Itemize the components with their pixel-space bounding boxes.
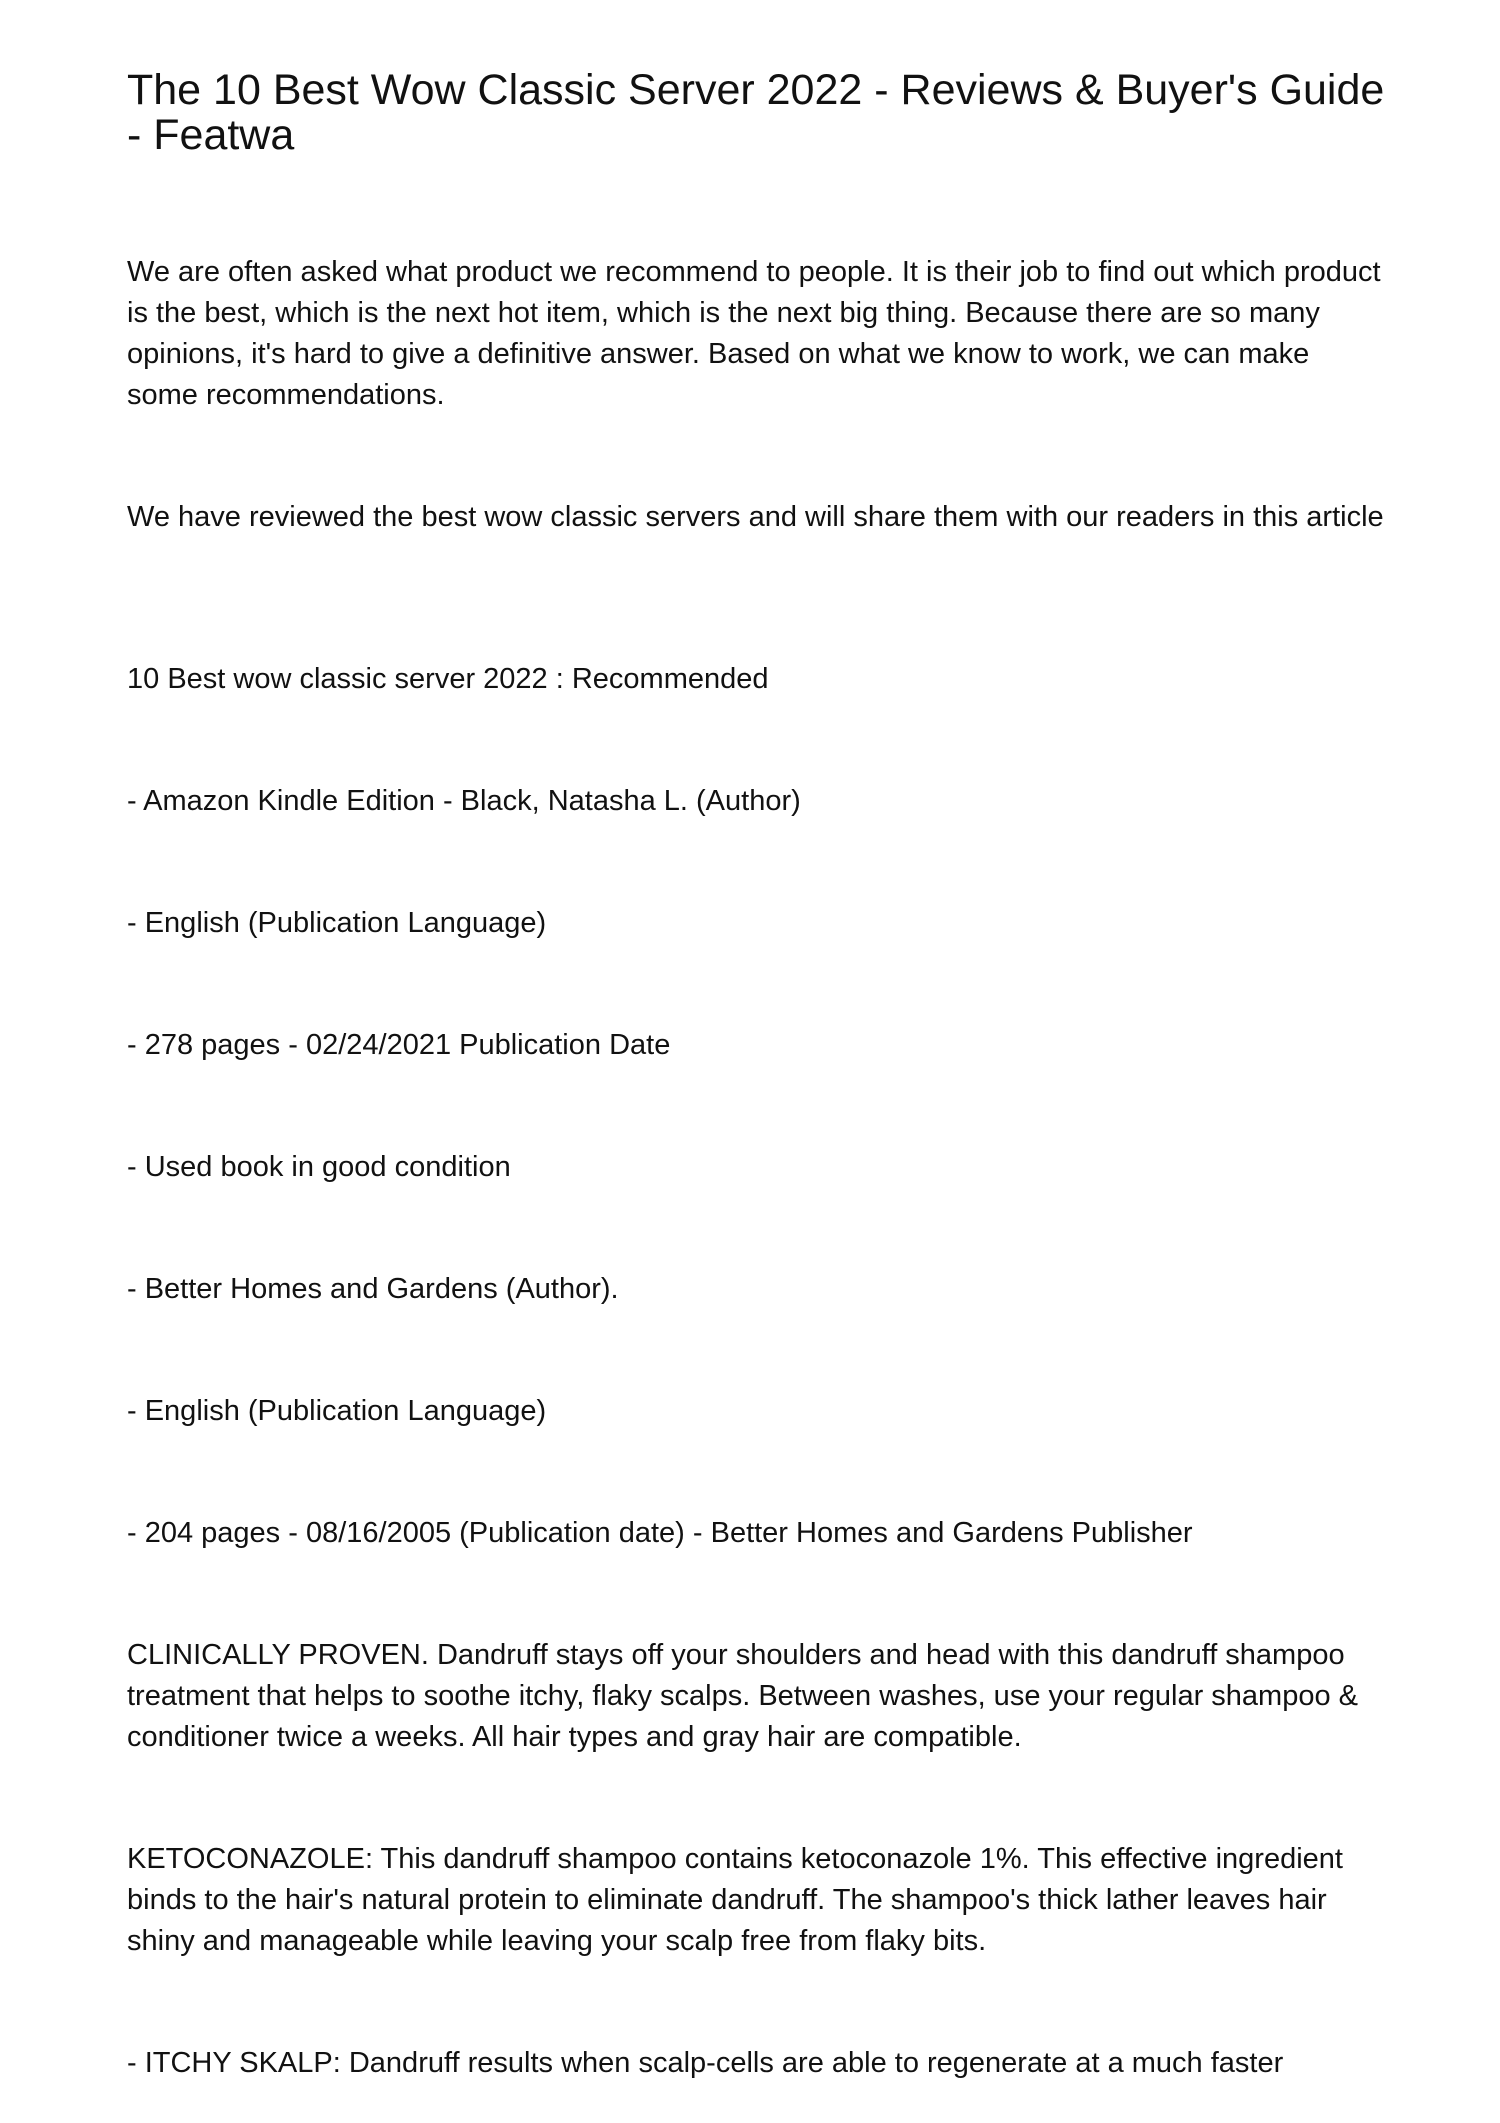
list-item: - 278 pages - 02/24/2021 Publication Date (127, 1029, 671, 1061)
list-item: - 204 pages - 08/16/2005 (Publication date) - Better Homes and Gardens Publisher (127, 1517, 1193, 1549)
document-title: The 10 Best Wow Classic Server 2022 - Reviews & Buyer's Guide - Featwa (127, 66, 1385, 159)
paragraph-ketoconazole: KETOCONAZOLE: This dandruff shampoo contains ketoconazole 1%. This effective ingredient binds to the hair's natural protein to eliminate dandruff. The shampoo's thick lather leaves hair shiny and manageable while leaving your scalp free from flaky bits. (127, 1843, 1343, 1957)
paragraph-reviewed: We have reviewed the best wow classic servers and will share them with our readers in this article (127, 501, 1384, 533)
list-item: - English (Publication Language) (127, 1395, 547, 1427)
list-item: - Used book in good condition (127, 1151, 511, 1183)
list-item: - English (Publication Language) (127, 907, 547, 939)
document-page (127, 66, 1387, 2079)
paragraph-recommended-heading: 10 Best wow classic server 2022 : Recommended (127, 663, 769, 695)
list-item: - Amazon Kindle Edition - Black, Natasha L. (Author) (127, 785, 801, 817)
paragraph-itchy-scalp: - ITCHY SKALP: Dandruff results when scalp-cells are able to regenerate at a much faster (127, 2047, 1284, 2079)
list-item: - Better Homes and Gardens (Author). (127, 1273, 619, 1305)
paragraph-intro: We are often asked what product we recommend to people. It is their job to find out which product is the best, which is the next hot item, which is the next big thing. Because there are so many opinions, it's hard to give a definitive answer. Based on what we know to work, we can make some recommendations. (127, 256, 1381, 411)
paragraph-clinically-proven: CLINICALLY PROVEN. Dandruff stays off your shoulders and head with this dandruff shampoo treatment that helps to soothe itchy, flaky scalps. Between washes, use your regular shampoo & conditioner twice a weeks. All hair types and gray hair are compatible. (127, 1639, 1358, 1753)
